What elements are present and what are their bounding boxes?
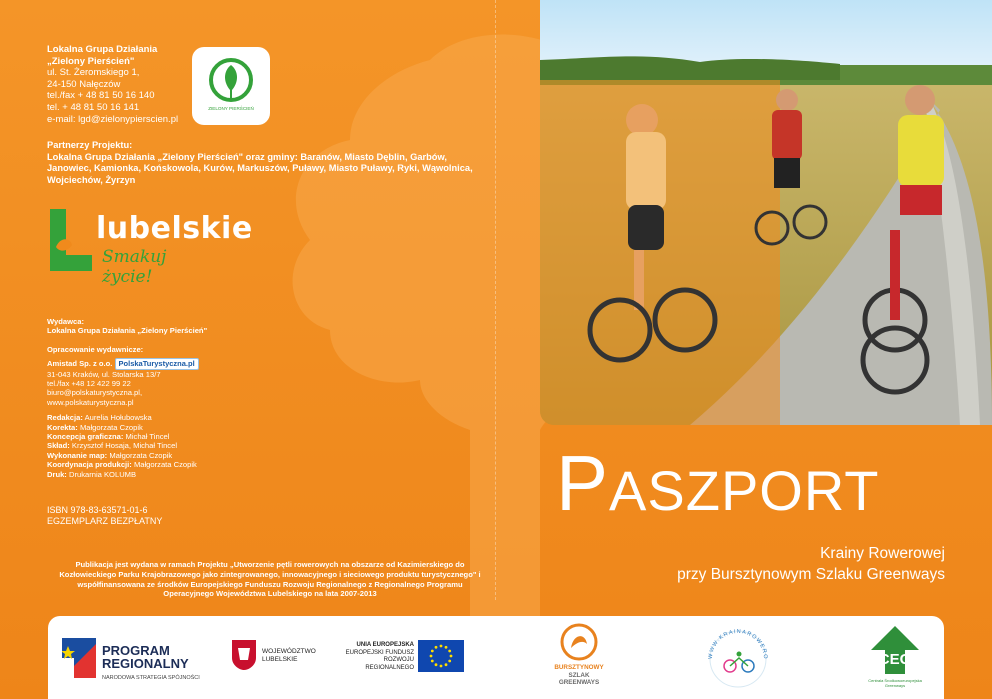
zp-logo-caption: ZIELONY PIERŚCIEŃ bbox=[208, 106, 254, 111]
cyclists-illustration bbox=[540, 0, 992, 425]
credit-row: Koordynacja produkcji: Małgorzata Czopik bbox=[47, 460, 197, 470]
bursztynowy-szlak-logo bbox=[544, 622, 614, 696]
program-line2: REGIONALNY bbox=[102, 656, 189, 671]
credit-row: Druk: Drukarnia KOLUMB bbox=[47, 469, 137, 479]
cee-line1: Centrala Środkowoeuropejska bbox=[868, 678, 922, 683]
polska-turystyczna-badge: PolskaTurystyczna.pl bbox=[115, 358, 199, 369]
program-line1: PROGRAM bbox=[102, 643, 170, 658]
publisher-name: Lokalna Grupa Działania „Zielony Pierścień" bbox=[47, 326, 208, 336]
publisher-web[interactable]: www.polskaturystyczna.pl bbox=[47, 397, 134, 407]
zielony-pierscien-logo bbox=[192, 47, 270, 125]
lubelskie-tagline: Smakuj życie! bbox=[102, 247, 167, 287]
ue-line1: UNIA EUROPEJSKA bbox=[356, 642, 414, 648]
lubelskie-word: lubelskie bbox=[96, 211, 253, 246]
kraina-rowerowa-logo bbox=[698, 624, 778, 694]
svg-text:CEG: CEG bbox=[878, 651, 912, 668]
lubelskie-logo bbox=[46, 205, 253, 287]
publisher-address: 31-043 Kraków, ul. Stolarska 13/7 bbox=[47, 369, 161, 379]
program-regionalny-flag-icon bbox=[62, 638, 96, 678]
eu-flag-icon bbox=[418, 640, 464, 672]
amber-trail-emblem-icon bbox=[559, 622, 599, 662]
woj-line2: LUBELSKIE bbox=[262, 656, 298, 663]
sponsor-logo-bar bbox=[48, 616, 944, 699]
editorial-label: Opracowanie wydawnicze: bbox=[47, 344, 144, 354]
partners-block bbox=[47, 140, 477, 186]
contact-street: ul. St. Żeromskiego 1, bbox=[47, 67, 140, 79]
contact-city: 24-150 Nałęczów bbox=[47, 78, 121, 90]
amber-line2: SZLAK bbox=[568, 671, 590, 679]
lubelskie-coat-of-arms-icon bbox=[232, 640, 256, 670]
partners-text: Lokalna Grupa Działania „Zielony Pierścień" oraz gminy: Baranów, Miasto Dęblin, Garbów, Janowiec, Kamionka, Końskowola, Kurów, Markuszów, Puławy, Miasto Puławy, Ryki, Wąwolnica, Wojciechów, Żyrzyn bbox=[47, 151, 473, 185]
cee-greenways-tree-icon bbox=[869, 624, 921, 676]
funding-note: Publikacja jest wydana w ramach Projektu „Utworzenie pętli rowerowych na obszarze od Kazimierskiego do Kozłowieckiego Parku Krajobrazowego jako zintegrowanego, innowacyjnego i sieciowego produktu turystycznego" i współfinansowana ze środków Europejskiego Funduszu Rozwoju Regionalnego z Regionalnego Programu Operacyjnego Województwa Lubelskiego na lata 2007-2013 bbox=[59, 560, 481, 599]
wojewodztwo-lubelskie-logo bbox=[232, 640, 332, 678]
publisher-block bbox=[47, 317, 327, 479]
publisher-company: Amistad Sp. z o.o. bbox=[47, 359, 113, 369]
zielony-pierscien-emblem-icon bbox=[192, 47, 270, 125]
unia-europejska-logo bbox=[336, 640, 466, 676]
cover-title bbox=[556, 438, 880, 536]
ue-line2: EUROPEJSKI FUNDUSZ bbox=[345, 649, 414, 656]
credit-row: Skład: Krzysztof Hosaja, Michał Tincel bbox=[47, 441, 178, 451]
cee-line2: Greenways bbox=[884, 683, 906, 688]
credit-row: Redakcja: Aurelia Hołubowska bbox=[47, 413, 152, 423]
contact-phone1: tel./fax + 48 81 50 16 140 bbox=[47, 90, 155, 102]
partners-heading: Partnerzy Projektu: bbox=[47, 140, 133, 150]
fold-line bbox=[495, 0, 496, 600]
svg-text:WWW.KRAINAROWEROWA.PL bbox=[698, 624, 768, 660]
cee-greenways-logo bbox=[860, 624, 930, 694]
program-line3: NARODOWA STRATEGIA SPÓJNOŚCI bbox=[102, 675, 200, 681]
isbn-number: ISBN 978-83-63571-01-6 bbox=[47, 505, 148, 515]
publisher-tel: tel./fax +48 12 422 99 22 bbox=[47, 379, 131, 389]
contact-org-line1: Lokalna Grupa Działania bbox=[47, 44, 158, 55]
subtitle-line2: przy Bursztynowym Szlaku Greenways bbox=[677, 566, 945, 583]
amber-line1: BURSZTYNOWY bbox=[554, 664, 604, 671]
contact-phone2: tel. + 48 81 50 16 141 bbox=[47, 101, 140, 113]
woj-line1: WOJEWÓDZTWO bbox=[262, 648, 316, 655]
cover-subtitle bbox=[590, 543, 945, 585]
publisher-label: Wydawca: bbox=[47, 317, 84, 326]
credit-row: Wykonanie map: Małgorzata Czopik bbox=[47, 450, 173, 460]
subtitle-line1: Krainy Rowerowej bbox=[820, 545, 945, 562]
credit-row: Koncepcja graficzna: Michał Tincel bbox=[47, 432, 170, 442]
kraina-url: WWW.KRAINAROWERO bbox=[707, 628, 769, 661]
title-rest: ASZPORT bbox=[609, 459, 880, 522]
contact-email[interactable]: e-mail: lgd@zielonypierscien.pl bbox=[47, 113, 179, 125]
credits-list bbox=[47, 413, 327, 479]
publisher-mail[interactable]: biuro@polskaturystyczna.pl, bbox=[47, 388, 143, 398]
contact-org-line2: „Zielony Pierścień" bbox=[47, 55, 135, 67]
free-copy-label: EGZEMPLARZ BEZPŁATNY bbox=[47, 516, 163, 526]
lubelskie-l-icon bbox=[46, 207, 96, 273]
program-regionalny-logo bbox=[62, 634, 232, 684]
credit-row: Korekta: Małgorzata Czopik bbox=[47, 422, 143, 432]
publisher-company-line bbox=[47, 358, 327, 369]
title-initial: P bbox=[556, 439, 610, 527]
ue-line3: ROZWOJU REGIONALNEGO bbox=[365, 657, 414, 671]
isbn-block bbox=[47, 505, 162, 527]
kraina-rowerowa-ring-icon bbox=[698, 624, 778, 694]
cyclists-photo bbox=[540, 0, 992, 425]
amber-line3: GREENWAYS bbox=[558, 679, 600, 686]
